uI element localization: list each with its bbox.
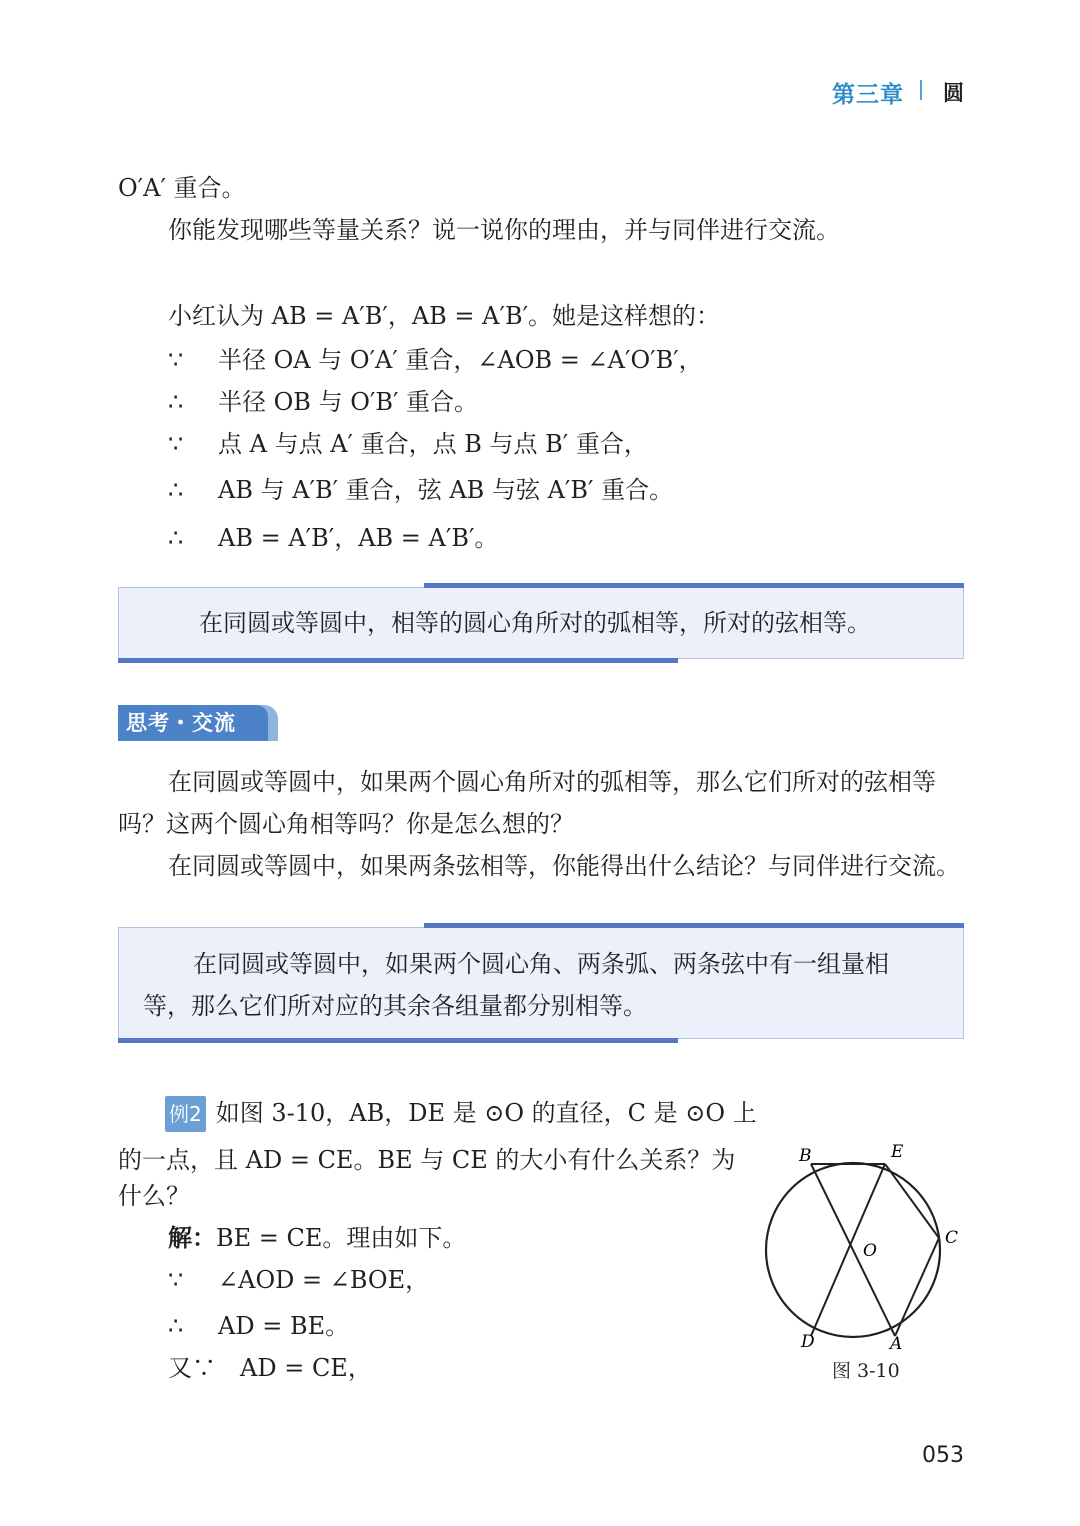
step-text: ∠AOD = ∠BOE， bbox=[218, 1266, 430, 1294]
solution-line bbox=[168, 1222, 466, 1254]
theorem-box bbox=[118, 927, 964, 1039]
solution-step bbox=[168, 1264, 429, 1296]
example-line bbox=[165, 1096, 757, 1132]
chapter-label: 第三章 bbox=[832, 82, 904, 108]
proof-line bbox=[168, 386, 478, 418]
example-text: 如图 3-10，AB，DE 是 ⊙O 的直径，C 是 ⊙O 上 bbox=[215, 1099, 757, 1127]
example-line: 的一点，且 AD = CE。BE 与 CE 的大小有什么关系？为 bbox=[118, 1146, 736, 1174]
step-text: AD = CE， bbox=[240, 1354, 372, 1382]
proof-line bbox=[168, 522, 498, 554]
proof-text: AB 与 A′B′ 重合，弦 AB 与弦 A′B′ 重合。 bbox=[218, 476, 674, 504]
solution-label: 解： bbox=[168, 1224, 216, 1252]
point-label-a: A bbox=[890, 1334, 903, 1354]
theorem-text: 等，那么它们所对应的其余各组量都分别相等。 bbox=[143, 992, 647, 1020]
proof-symbol: ∴ bbox=[168, 476, 184, 504]
theorem-text: 在同圆或等圆中，相等的圆心角所对的弧相等，所对的弦相等。 bbox=[199, 609, 871, 637]
step-symbol: 又∵ bbox=[168, 1354, 216, 1382]
solution-step bbox=[168, 1352, 372, 1384]
proof-line bbox=[168, 344, 703, 376]
think-line: 在同圆或等圆中，如果两条弦相等，你能得出什么结论？与同伴进行交流。 bbox=[168, 852, 960, 880]
page-number: 053 bbox=[922, 1443, 964, 1468]
proof-symbol: ∵ bbox=[168, 346, 184, 374]
step-symbol: ∵ bbox=[168, 1266, 184, 1294]
proof-text: 半径 OA 与 O′A′ 重合，∠AOB = ∠A′O′B′， bbox=[218, 346, 703, 374]
solution-text: BE = CE。理由如下。 bbox=[216, 1224, 467, 1252]
intro-line: O′A′ 重合。 bbox=[118, 174, 246, 202]
circle-figure bbox=[755, 1135, 975, 1360]
solution-step bbox=[168, 1310, 349, 1342]
box-accent-bottom bbox=[118, 1038, 678, 1043]
box-accent-top bbox=[424, 923, 964, 928]
theorem-box bbox=[118, 587, 964, 659]
proof-symbol: ∵ bbox=[168, 430, 184, 458]
xiaohong-statement: 小红认为 AB = A′B′，AB = A′B′。她是这样想的： bbox=[168, 302, 721, 330]
example-badge: 例2 bbox=[165, 1096, 206, 1132]
step-text: AD = BE。 bbox=[218, 1312, 350, 1340]
think-line: 吗？这两个圆心角相等吗？你是怎么想的？ bbox=[118, 810, 574, 838]
diameter-ba bbox=[811, 1164, 895, 1336]
proof-text: 点 A 与点 A′ 重合，点 B 与点 B′ 重合， bbox=[218, 430, 648, 458]
proof-symbol: ∴ bbox=[168, 388, 184, 416]
point-label-c: C bbox=[945, 1228, 959, 1248]
step-symbol: ∴ bbox=[168, 1312, 184, 1340]
proof-text: AB = A′B′，AB = A′B′。 bbox=[218, 524, 499, 552]
example-line: 什么？ bbox=[118, 1182, 190, 1210]
point-label-d: D bbox=[801, 1332, 815, 1352]
point-label-b: B bbox=[799, 1146, 812, 1166]
proof-line bbox=[168, 428, 648, 460]
box-accent-top bbox=[424, 583, 964, 588]
chapter-title: 圆 bbox=[943, 81, 964, 105]
intro-line: 你能发现哪些等量关系？说一说你的理由，并与同伴进行交流。 bbox=[168, 216, 840, 244]
think-tab-label: 思考・交流 bbox=[118, 705, 268, 741]
proof-line bbox=[168, 474, 673, 506]
point-label-o: O bbox=[863, 1241, 877, 1261]
chord-ec bbox=[885, 1164, 939, 1238]
think-tab bbox=[118, 705, 278, 741]
point-label-e: E bbox=[891, 1142, 904, 1162]
proof-text: 半径 OB 与 O′B′ 重合。 bbox=[218, 388, 479, 416]
think-line: 在同圆或等圆中，如果两个圆心角所对的弧相等，那么它们所对的弦相等 bbox=[168, 768, 936, 796]
box-accent-bottom bbox=[118, 658, 678, 663]
theorem-text: 在同圆或等圆中，如果两个圆心角、两条弧、两条弦中有一组量相 bbox=[193, 950, 889, 978]
proof-symbol: ∴ bbox=[168, 524, 184, 552]
figure-caption: 图 3-10 bbox=[832, 1360, 900, 1382]
header-separator bbox=[920, 80, 922, 100]
